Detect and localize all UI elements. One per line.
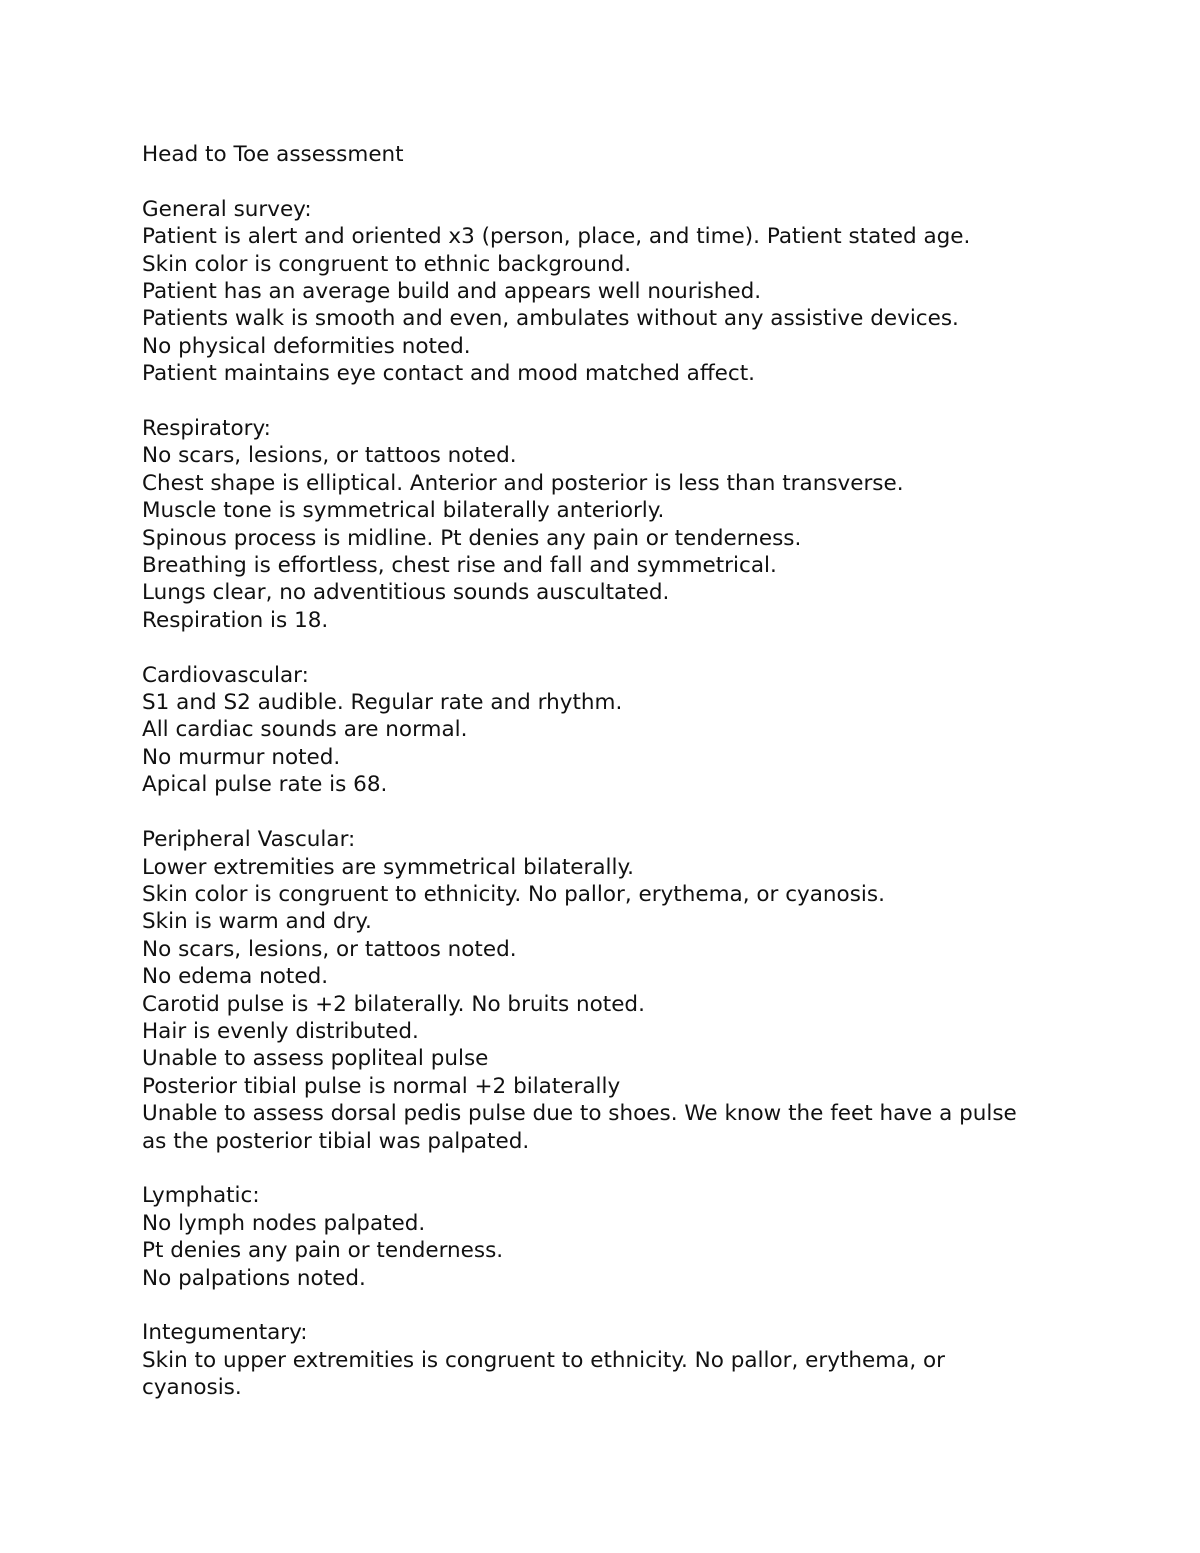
text-line: Posterior tibial pulse is normal +2 bilaterally [142, 1073, 621, 1099]
text-line: Apical pulse rate is 68. [142, 772, 388, 798]
text-line: Unable to assess dorsal pedis pulse due to shoes. We know the feet have a pulse as the posterior tibial was palpated. [142, 1101, 1017, 1154]
section-general-survey [142, 196, 1142, 388]
text-line: Lower extremities are symmetrical bilaterally. [142, 854, 634, 880]
section-peripheral-vascular [142, 826, 1142, 1155]
text-line: Skin color is congruent to ethnic background. [142, 251, 632, 277]
text-line: Skin to upper extremities is congruent to ethnicity. No pallor, erythema, or cyanosis. [142, 1347, 946, 1401]
section-respiratory [142, 415, 1142, 634]
text-line: Unable to assess popliteal pulse [142, 1046, 489, 1072]
text-line: No lymph nodes palpated. [142, 1210, 426, 1236]
text-line: Muscle tone is symmetrical bilaterally anteriorly. [142, 498, 665, 524]
text-line: Skin color is congruent to ethnicity. No pallor, erythema, or cyanosis. [142, 881, 885, 907]
text-line: Pt denies any pain or tenderness. [142, 1238, 504, 1264]
text-line: Patient has an average build and appears well nourished. [142, 279, 762, 305]
text-line: Respiration is 18. [142, 607, 329, 633]
text-line: No murmur noted. [142, 744, 341, 770]
text-line: No palpations noted. [142, 1265, 366, 1291]
section-lymphatic [142, 1182, 1142, 1292]
section-heading: Respiratory: [142, 416, 271, 442]
text-line: No physical deformities noted. [142, 333, 471, 359]
text-line: All cardiac sounds are normal. [142, 717, 468, 743]
document-page [142, 141, 1142, 1429]
text-line: Hair is evenly distributed. [142, 1018, 419, 1044]
text-line: Breathing is effortless, chest rise and fall and symmetrical. [142, 553, 777, 579]
section-integumentary [142, 1319, 1142, 1401]
text-line: Chest shape is elliptical. Anterior and posterior is less than transverse. [142, 470, 904, 496]
text-line: No edema noted. [142, 964, 329, 990]
text-line: No scars, lesions, or tattoos noted. [142, 936, 517, 962]
section-heading: Peripheral Vascular: [142, 827, 356, 853]
section-heading: Cardiovascular: [142, 662, 309, 688]
text-line: S1 and S2 audible. Regular rate and rhythm. [142, 690, 623, 716]
text-line: Lungs clear, no adventitious sounds auscultated. [142, 580, 670, 606]
text-line: Carotid pulse is +2 bilaterally. No bruits noted. [142, 991, 645, 1017]
document-title: Head to Toe assessment [142, 142, 404, 167]
section-heading: General survey: [142, 196, 312, 222]
text-line: Patient is alert and oriented x3 (person, place, and time). Patient stated age. [142, 224, 971, 250]
text-line: Spinous process is midline. Pt denies any pain or tenderness. [142, 525, 802, 551]
section-heading: Lymphatic: [142, 1183, 260, 1209]
text-line: Skin is warm and dry. [142, 909, 372, 935]
text-line: Patients walk is smooth and even, ambulates without any assistive devices. [142, 306, 959, 332]
section-cardiovascular [142, 662, 1142, 799]
text-line: Patient maintains eye contact and mood matched affect. [142, 361, 755, 387]
text-line: No scars, lesions, or tattoos noted. [142, 443, 517, 469]
section-heading: Integumentary: [142, 1320, 308, 1346]
